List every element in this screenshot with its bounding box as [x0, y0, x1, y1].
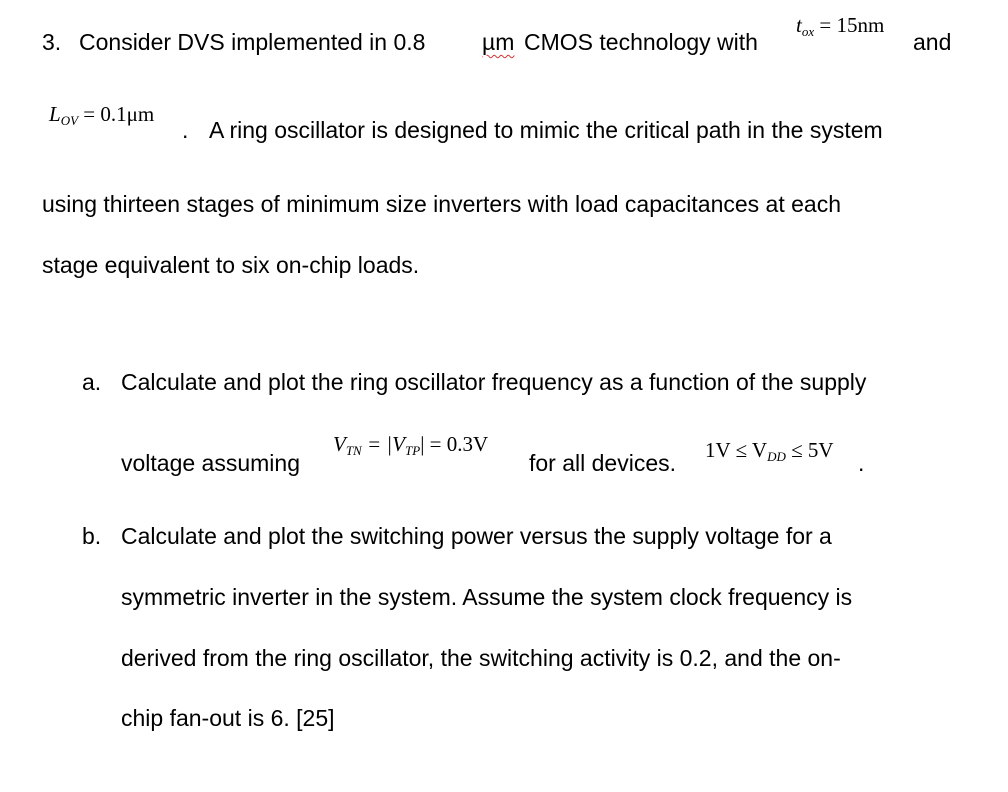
vtp-subscript: TP: [405, 443, 421, 458]
tox-symbol: t: [796, 13, 802, 37]
tox-equation: [796, 15, 884, 38]
vtn-symbol: V: [333, 432, 346, 456]
vdd-tail: ≤ 5V: [791, 438, 834, 462]
part-b-line-1: Calculate and plot the switching power versus the supply voltage for a: [121, 523, 832, 549]
part-a-label: a.: [82, 369, 102, 395]
period: .: [182, 117, 189, 143]
vdd-range: [705, 440, 834, 463]
problem-line-3: using thirteen stages of minimum size inverters with load capacitances at each: [42, 191, 842, 217]
lov-subscript: OV: [60, 113, 79, 128]
part-a-line-1: Calculate and plot the ring oscillator frequency as a function of the supply: [121, 369, 867, 395]
lov-value: = 0.1μm: [83, 102, 155, 126]
problem-line-2: A ring oscillator is designed to mimic the critical path in the system: [209, 117, 883, 143]
problem-line-4: stage equivalent to six on-chip loads.: [42, 252, 420, 278]
vtp-symbol: = |V: [366, 432, 406, 456]
part-b-label: b.: [82, 523, 102, 549]
unit-um: µm: [482, 29, 515, 55]
part-b-line-2: symmetric inverter in the system. Assume the system clock frequency is: [121, 584, 853, 610]
and-word: and: [913, 29, 952, 55]
tox-subscript: ox: [801, 24, 815, 39]
vdd-lead: 1V ≤ V: [705, 438, 768, 462]
lov-symbol: L: [49, 102, 61, 126]
problem-intro-tech: CMOS technology with: [524, 29, 758, 55]
part-a-line-2-lead: voltage assuming: [121, 450, 300, 476]
vtn-subscript: TN: [345, 443, 362, 458]
part-b-line-4: chip fan-out is 6. [25]: [121, 705, 335, 731]
threshold-value: | = 0.3V: [420, 432, 489, 456]
threshold-equation: [333, 434, 488, 457]
part-b-line-3: derived from the ring oscillator, the switching activity is 0.2, and the on-: [121, 645, 841, 671]
part-a-period: .: [858, 450, 865, 476]
tox-value: = 15nm: [819, 13, 885, 37]
part-a-line-2-mid: for all devices.: [529, 450, 677, 476]
problem-number: 3.: [42, 29, 62, 55]
lov-equation: [49, 104, 154, 127]
vdd-subscript: DD: [767, 449, 786, 464]
problem-intro-lead: Consider DVS implemented in 0.8: [79, 29, 426, 55]
